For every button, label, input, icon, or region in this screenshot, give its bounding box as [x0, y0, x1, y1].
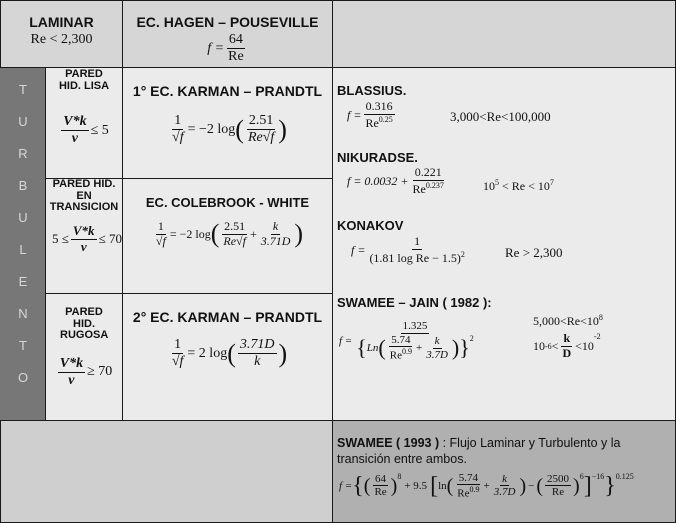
swamee82-range2-lo: 10	[533, 338, 545, 353]
laminar-title: LAMINAR	[29, 14, 94, 30]
karman2-inner-num: 3.71D	[238, 337, 277, 354]
laminar-condition: Re < 2,300	[30, 32, 93, 47]
swamee82-range2-hi: <10	[575, 338, 594, 353]
swamee82-range1-text: 5,000<Re<10	[533, 314, 599, 328]
swamee93-cell	[332, 420, 676, 523]
nikuradse-range-lo-exp: 5	[495, 178, 499, 187]
swamee82-range1	[533, 313, 603, 329]
nikuradse-title: NIKURADSE.	[337, 150, 418, 165]
nikuradse-lead: f = 0.0032 +	[347, 173, 409, 188]
swamee93-heading	[337, 435, 669, 468]
nikuradse-equation	[347, 166, 448, 197]
turbulento-letter: T	[19, 338, 27, 353]
karman2-lhs-den: √f	[171, 354, 184, 370]
swamee93-a-exp: 8	[397, 471, 402, 481]
swamee93-d-num: 2500	[547, 472, 570, 485]
paren-close: )	[573, 474, 580, 497]
transicion-label-cell	[45, 178, 123, 294]
hagen-header-cell	[122, 0, 333, 68]
swamee82-range2	[533, 332, 601, 361]
konakov-equation	[351, 235, 469, 266]
blassius-equation	[347, 100, 397, 131]
swamee93-minus: −	[528, 479, 535, 492]
blassius-f: f =	[347, 107, 362, 122]
swamee93-plus2: +	[483, 479, 490, 492]
bracket-close: ]	[583, 472, 592, 499]
transicion-condition	[52, 224, 122, 255]
paren-open: (	[536, 474, 544, 497]
bracket-open: [	[430, 472, 439, 499]
transicion-cond-num: V*k	[72, 222, 95, 238]
swamee82-equation	[339, 320, 478, 363]
transicion-label: PARED HID. EN TRANSICION	[49, 178, 119, 214]
karman1-inner-num: 2.51	[247, 113, 276, 130]
konakov-range: Re > 2,300	[505, 245, 563, 260]
colebrook-title: EC. COLEBROOK - WHITE	[145, 195, 310, 210]
nikuradse-range	[483, 178, 554, 194]
nikuradse-den-base: Re	[412, 181, 426, 196]
colebrook-term1-den: Re√f	[223, 233, 246, 248]
blassius-num: 0.316	[365, 99, 393, 113]
konakov-den-exp: 2	[460, 249, 465, 259]
colebrook-lhs	[154, 220, 168, 249]
lisa-cond-rel: ≤ 5	[90, 122, 109, 138]
swamee93-a	[372, 473, 388, 499]
blassius-den-base: Re	[365, 115, 379, 130]
turbulento-letter: L	[19, 242, 27, 257]
hagen-den: Re	[228, 49, 244, 65]
hagen-fraction	[226, 32, 246, 65]
swamee82-plus: +	[415, 341, 423, 354]
swamee82-t1-num: 5.74	[391, 333, 411, 346]
brace-open: {	[352, 472, 364, 499]
swamee93-d-exp: 6	[579, 471, 584, 481]
transicion-cond-rel: ≤ 70	[98, 231, 122, 247]
paren-open: (	[210, 219, 220, 249]
swamee93-b-num: 5.74	[458, 471, 479, 484]
swamee82-t1	[388, 334, 414, 363]
karman2-lhs	[170, 337, 186, 370]
colebrook-lhs-num: 1	[157, 219, 164, 233]
swamee93-title: SWAMEE ( 1993 )	[337, 436, 440, 450]
swamee82-range2-lo-exp: -6	[545, 341, 552, 351]
blassius-range: 3,000<Re<100,000	[450, 109, 551, 124]
swamee82-range2-num: k	[563, 331, 571, 345]
swamee82-den	[354, 334, 476, 363]
swamee93-b-den-exp: 0.9	[469, 485, 480, 495]
colebrook-term1	[221, 220, 248, 249]
turbulento-letter: N	[18, 306, 28, 321]
konakov-title: KONAKOV	[337, 218, 404, 233]
swamee82-fraction	[354, 320, 476, 363]
blassius-den	[363, 115, 394, 131]
turbulento-letter: E	[18, 274, 28, 289]
paren-open: (	[227, 338, 236, 368]
karman2-title: 2° EC. KARMAN – PRANDTL	[132, 309, 323, 325]
nikuradse-range-hi-exp: 7	[549, 178, 554, 187]
empirical-panel	[332, 67, 676, 421]
colebrook-term2-den: 3.71D	[260, 233, 291, 248]
bottom-left-empty	[0, 420, 333, 523]
karman1-cell	[122, 67, 333, 179]
transicion-cond-den: ν	[80, 238, 87, 254]
turbulento-letter: T	[19, 82, 27, 97]
swamee93-desc: : Flujo Laminar y Turbulento y la transición entre ambos.	[337, 436, 621, 467]
karman2-mid: = 2 log	[187, 345, 228, 361]
konakov-num: 1	[414, 234, 421, 248]
swamee82-t2-num: k	[434, 334, 440, 347]
nikuradse-den-exp: 0.237	[425, 180, 444, 190]
nikuradse-fraction	[411, 166, 446, 197]
paren-close: )	[278, 114, 287, 144]
colebrook-cell	[122, 178, 333, 294]
swamee82-range2-den: D	[562, 345, 572, 360]
colebrook-mid: = −2 log	[169, 226, 211, 241]
karman1-inner	[246, 113, 276, 146]
rugosa-cond-num: V*k	[58, 356, 85, 373]
swamee82-ln: Ln	[366, 341, 379, 354]
karman1-lhs-num: 1	[172, 113, 183, 130]
blassius-den-exp: 0.25	[378, 114, 393, 124]
hagen-title: EC. HAGEN – POUSEVILLE	[136, 14, 319, 30]
swamee93-outer-exp: 0.125	[615, 471, 634, 481]
karman2-lhs-num: 1	[172, 337, 183, 354]
konakov-f: f =	[351, 242, 366, 257]
brace-close: }	[459, 335, 470, 361]
rugosa-cond-fraction	[58, 356, 85, 389]
colebrook-term1-num: 2.51	[224, 219, 246, 233]
karman1-lhs	[170, 113, 186, 146]
laminar-header-cell	[0, 0, 123, 68]
swamee93-plus1: + 9.5	[404, 479, 428, 492]
turbulento-letter: B	[18, 178, 28, 193]
brace-close: }	[604, 472, 616, 499]
lisa-label-cell	[45, 67, 123, 179]
swamee93-in-exp: −16	[591, 471, 605, 481]
colebrook-equation	[123, 220, 332, 249]
karman1-title: 1° EC. KARMAN – PRANDTL	[132, 83, 323, 99]
nikuradse-range-hi: 10	[537, 179, 550, 193]
turbulento-letter: U	[18, 114, 28, 129]
turbulento-letter: U	[18, 210, 28, 225]
rugosa-label-cell	[45, 293, 123, 421]
paren-close: )	[294, 219, 304, 249]
swamee93-c-num: k	[502, 472, 508, 485]
swamee82-t1-den-exp: 0.9	[401, 347, 412, 357]
paren-close: )	[278, 338, 288, 368]
header-empty-cell	[332, 0, 676, 68]
rugosa-cond-den: ν	[68, 372, 75, 388]
swamee93-c-den: 3.7D	[493, 486, 516, 499]
karman1-equation	[123, 113, 332, 146]
paren-open: (	[378, 335, 386, 361]
karman1-lhs-den: √f	[172, 130, 184, 146]
colebrook-term2	[259, 220, 293, 249]
nikuradse-range-lo: 10	[483, 179, 495, 193]
paren-open: (	[363, 474, 371, 497]
swamee82-range1-exp: 8	[598, 313, 603, 322]
lisa-cond-fraction	[61, 114, 88, 147]
swamee93-a-den: Re	[374, 486, 387, 499]
karman1-inner-den: Re√f	[247, 130, 275, 146]
rugosa-label: PARED HID. RUGOSA	[60, 306, 109, 342]
lisa-cond-num: V*k	[61, 114, 88, 131]
transicion-cond-left: 5 ≤	[52, 231, 69, 247]
swamee82-range2-fraction	[560, 332, 573, 361]
lisa-cond-den: ν	[71, 131, 79, 147]
swamee82-t2	[424, 335, 450, 361]
swamee82-t1-den	[388, 347, 414, 362]
swamee82-range2-hi-exp: -2	[593, 332, 601, 341]
swamee93-f: f =	[339, 479, 353, 492]
karman2-cell	[122, 293, 333, 421]
paren-open: (	[235, 114, 244, 144]
swamee82-sq: 2	[469, 333, 474, 343]
karman2-inner-den: k	[254, 354, 261, 370]
nikuradse-num: 0.221	[414, 165, 442, 179]
swamee82-t1-den-base: Re	[389, 349, 402, 362]
karman2-equation	[123, 337, 332, 370]
blassius-fraction	[363, 100, 394, 131]
paren-close: )	[519, 474, 527, 497]
lisa-label: PARED HID. LISA	[58, 68, 110, 92]
swamee82-t2-den: 3.7D	[426, 348, 448, 361]
swamee82-num: 1.325	[402, 320, 428, 332]
blassius-title: BLASSIUS.	[337, 83, 407, 98]
konakov-fraction	[367, 235, 466, 266]
swamee93-d-den: Re	[551, 486, 565, 499]
hagen-num: 64	[227, 32, 245, 49]
hagen-f: f =	[207, 40, 225, 56]
turbulento-letter: O	[17, 370, 29, 385]
swamee93-ln: ln	[438, 479, 447, 492]
turbulento-strip	[0, 68, 47, 420]
colebrook-plus: +	[249, 226, 257, 241]
nikuradse-den	[411, 181, 446, 197]
swamee82-range2-lt: <	[551, 338, 559, 353]
swamee93-b	[455, 472, 481, 501]
swamee93-b-den-base: Re	[457, 487, 470, 500]
colebrook-lhs-den: √f	[155, 233, 166, 248]
nikuradse-range-mid: < Re <	[499, 179, 538, 193]
karman2-inner	[238, 337, 277, 370]
swamee93-equation	[339, 472, 675, 501]
colebrook-term2-num: k	[272, 219, 279, 233]
turbulento-letter: R	[18, 146, 28, 161]
paren-close: )	[451, 335, 460, 361]
lisa-condition	[46, 114, 122, 147]
swamee93-a-num: 64	[375, 472, 387, 485]
rugosa-cond-rel: ≥ 70	[87, 364, 113, 380]
paren-close: )	[390, 474, 398, 497]
swamee93-b-den	[455, 485, 481, 500]
paren-open: (	[446, 474, 454, 497]
swamee82-f: f =	[339, 335, 353, 348]
konakov-den	[367, 250, 466, 266]
swamee93-d	[545, 473, 571, 499]
karman1-mid: = −2 log	[187, 121, 236, 137]
konakov-den-body: (1.81 log Re − 1.5)	[369, 250, 461, 265]
swamee82-title: SWAMEE – JAIN ( 1982 ):	[337, 295, 492, 310]
transicion-cond-fraction	[71, 224, 97, 255]
hagen-equation	[123, 32, 332, 65]
brace-open: {	[356, 335, 367, 361]
rugosa-condition	[46, 356, 122, 389]
swamee93-c	[492, 473, 518, 499]
